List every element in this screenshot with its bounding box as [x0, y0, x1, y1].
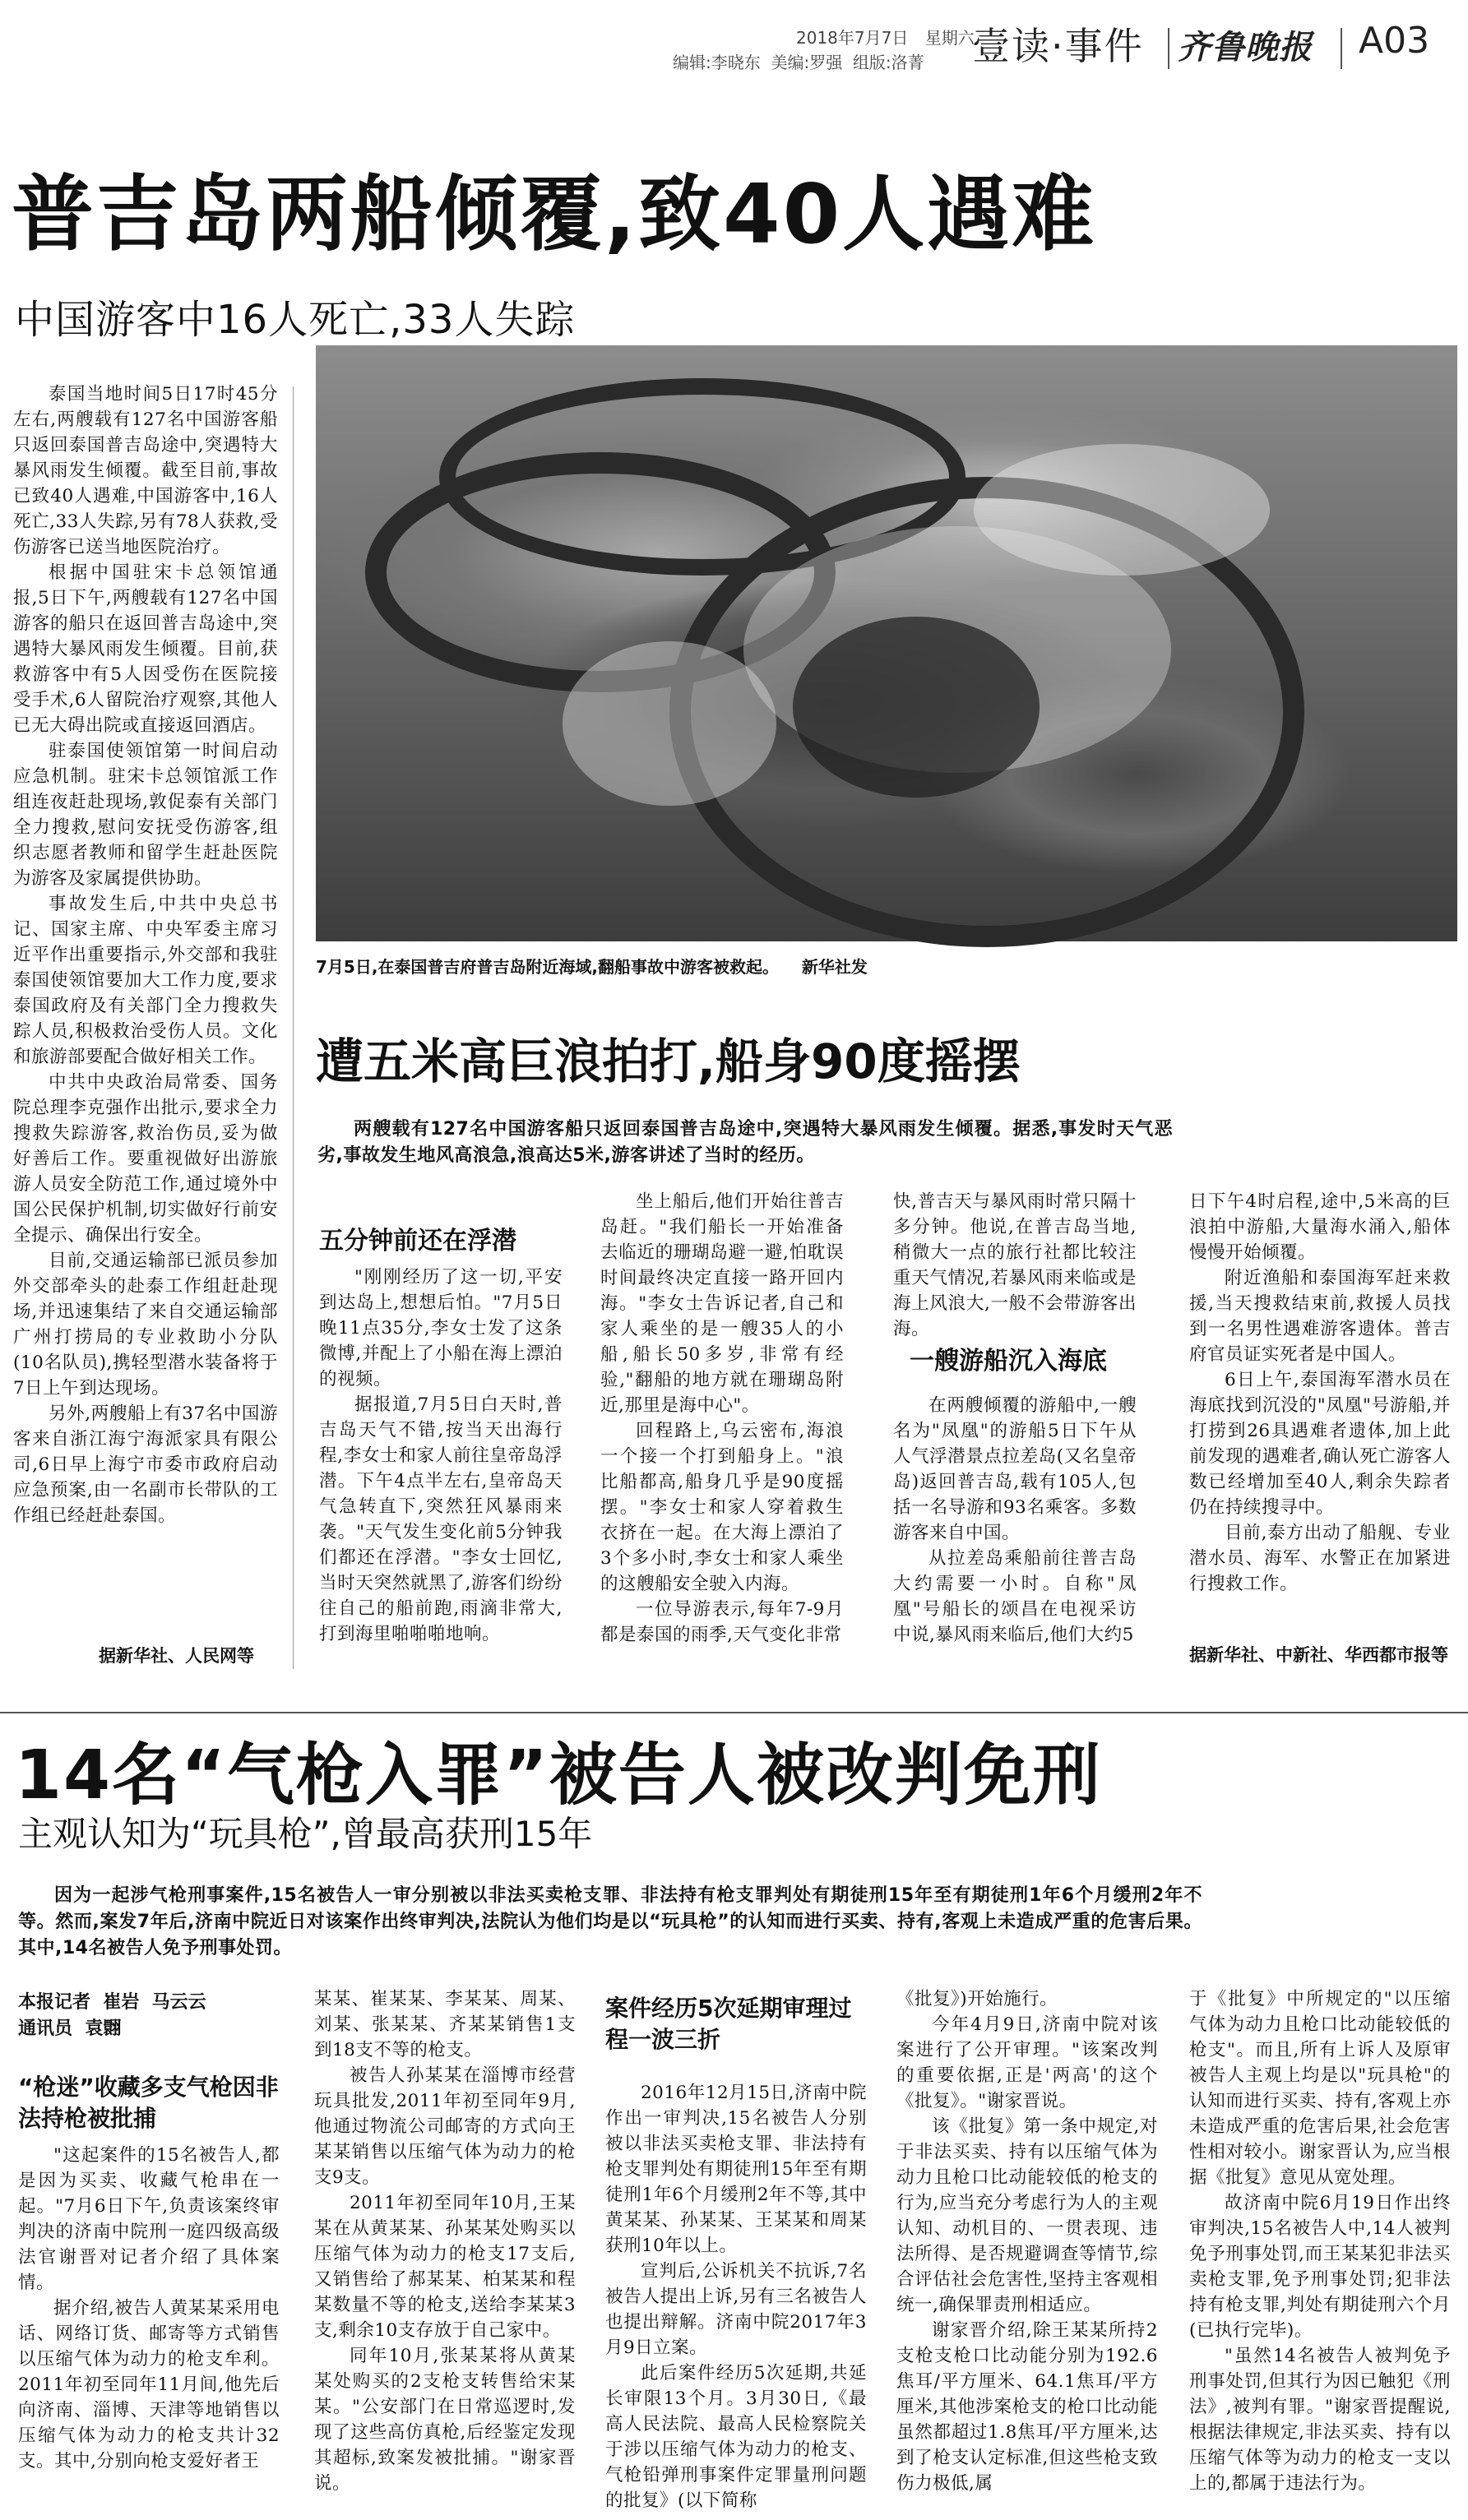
- headline: 14名“气枪入罪”被告人被改判免刑: [15, 1736, 1102, 1815]
- rescue-photo: [316, 345, 1457, 941]
- paragraph: "虽然14名被告人被判免予刑事处罚,但其行为因已触犯《刑法》,被判有罪。"谢家晋提醒说,根据法律规定,非法买卖、持有以压缩气体等为动力的枪支一支以上的,都属于违法行为。: [1189, 2346, 1451, 2494]
- column-5: [1189, 1986, 1451, 2513]
- subheadline: 中国游客中16人死亡,33人失踪: [15, 297, 576, 343]
- byline: 通讯员 袁翾: [18, 2018, 122, 2039]
- paragraph: 目前,泰方出动了船舰、专业潜水员、海军、水警正在加紧进行搜救工作。: [1189, 1523, 1451, 1594]
- paragraph: 附近渔船和泰国海军赶来救援,当天搜救结束前,救援人员找到一名男性遇难游客遗体。普吉府官员证实死者是中国人。: [1189, 1268, 1451, 1365]
- paragraph: 某某、崔某某、李某某、周某、刘某、张某某、齐某某销售1支到18支不等的枪支。: [314, 1989, 576, 2060]
- paragraph: 《批复》)开始施行。: [896, 1989, 1058, 2009]
- column-4: [896, 1986, 1158, 2513]
- section-label: 壹读·事件: [972, 24, 1144, 68]
- masthead-date: [796, 25, 975, 49]
- editors-line: 编辑:李晓东 美编:罗强 组版:洛菁: [673, 53, 924, 72]
- left-column: [13, 381, 278, 1631]
- paragraph: 泰国当地时间5日17时45分左右,两艘载有127名中国游客船只返回泰国普吉岛途中,突遇特大暴风雨发生倾覆。截至目前,事故已致40人遇难,中国游客中,16人死亡,33人失踪,另有78人获救,受伤游客已送当地医院治疗。: [13, 384, 278, 557]
- paragraph: 快,普吉天与暴风雨时常只隔十多分钟。他说,在普吉岛当地,稍微大一点的旅行社都比较注重天气情况,若暴风雨来临或是海上风浪大,一般不会带游客出海。: [893, 1191, 1137, 1339]
- subheading: 案件经历5次延期审理过程一波三折: [605, 1995, 852, 2053]
- paragraph: 宣判后,公诉机关不抗诉,7名被告人提出上诉,另有三名被告人也提出辩解。济南中院2017年3月9日立案。: [605, 2261, 867, 2358]
- source-line: 据新华社、人民网等: [99, 1646, 254, 1666]
- paragraph: 今年4月9日,济南中院对该案进行了公开审理。"该案改判的重要依据,正是'两高'的这个《批复》。"谢家晋说。: [896, 2014, 1158, 2111]
- subheading: “枪迷”收藏多支气枪因非法持枪被批捕: [18, 2074, 279, 2132]
- page-number: A03: [1359, 20, 1430, 62]
- photo-caption: 7月5日,在泰国普吉府普吉岛附近海域,翻船事故中游客被救起。 新华社发: [316, 957, 868, 977]
- column-3: [600, 1189, 844, 1692]
- paragraph: "刚刚经历了这一切,平安到达岛上,想想后怕。"7月5日晚11点35分,李女士发了这条微博,并配上了小船在海上漂泊的视频。: [319, 1267, 563, 1389]
- column-1: [18, 2143, 280, 2514]
- paragraph: 据介绍,被告人黄某某采用电话、网络订货、邮寄等方式销售以压缩气体为动力的枪支牟利。2011年初至同年11月间,他先后向济南、淄博、天津等地销售以压缩气体为动力的枪支共计32支。其中,分别向枪支爱好者王: [18, 2298, 280, 2471]
- paragraph: 2016年12月15日,济南中院作出一审判决,15名被告人分别被以非法买卖枪支罪、非法持有枪支罪判处有期徒刑15年至有期徒刑1年6个月缓刑2年不等,其中黄某某、孙某某、王某某和周某获刑10年以上。: [605, 2083, 867, 2256]
- divider: [1341, 28, 1342, 69]
- paragraph: 于《批复》中所规定的"以压缩气体为动力且枪口比动能较低的枪支"。而且,所有上诉人及原审被告人主观上均是以"玩具枪"的认知而进行买卖、持有,客观上亦未造成严重的危害后果,社会危害性相对较小。谢家晋认为,应当根据《批复》意见从宽处理。: [1189, 1989, 1451, 2188]
- byline: 本报记者 崔岩 马云云: [18, 1992, 206, 2013]
- paragraph: 驻泰国使领馆第一时间启动应急机制。驻宋卡总领馆派工作组连夜赶赴现场,敦促泰有关部门全力搜救,慰问安抚受伤游客,组织志愿者教师和留学生赶赴医院为游客及家属提供协助。: [13, 741, 278, 889]
- subheading: 一艘游船沉入海底: [910, 1347, 1107, 1376]
- paragraph: 被告人孙某某在淄博市经营玩具批发,2011年初至同年9月,他通过物流公司邮寄的方式向王某某销售以压缩气体为动力的枪支9支。: [314, 2065, 576, 2188]
- paragraph: 同年10月,张某某将从黄某某处购买的2支枪支转售给宋某某。"公安部门在日常巡逻时,发现了这些高仿真枪,后经鉴定发现其超标,致案发被批捕。"谢家晋说。: [314, 2346, 576, 2494]
- column-3: [605, 2080, 867, 2513]
- paragraph: 中共中央政治局常委、国务院总理李克强作出批示,要求全力搜救失踪游客,救治伤员,妥为做好善后工作。要重视做好出游旅游人员安全防范工作,通过境外中国公民保护机制,切实做好行前安全提示、确保出行安全。: [13, 1072, 278, 1246]
- brand-logo: 齐鲁晚报: [1178, 28, 1313, 67]
- section-divider: [0, 1712, 1468, 1713]
- date: 2018年7月7日: [796, 28, 909, 48]
- paragraph: 2011年初至同年10月,王某某在从黄某某、孙某某处购买以压缩气体为动力的枪支17支后,又销售给了郝某某、柏某某和程某数量不等的枪支,送给李某某3支,剩余10支存放于自己家中。: [314, 2193, 576, 2341]
- divider: [1168, 28, 1169, 69]
- paragraph: 事故发生后,中共中央总书记、国家主席、中央军委主席习近平作出重要指示,外交部和我驻泰国使领馆要加大工作力度,要求泰国政府及有关部门全力搜救失踪人员,积极救治受伤人员。文化和旅游部要配合做好相关工作。: [13, 894, 278, 1067]
- boat-interior: [793, 617, 1040, 798]
- weekday: 星期六: [924, 28, 975, 48]
- subheadline: 主观认知为“玩具枪”,曾最高获刑15年: [18, 1814, 593, 1854]
- paragraph: "这起案件的15名被告人,都是因为买卖、收藏气枪串在一起。"7月6日下午,负责该案终审判决的济南中院刑一庭四级高级法官谢晋对记者介绍了具体案情。: [18, 2145, 280, 2293]
- column-2: [314, 1986, 576, 2513]
- life-vest-group: [974, 444, 1270, 576]
- source-line: 据新华社、中新社、华西都市报等: [1189, 1645, 1448, 1665]
- paragraph: 日下午4时启程,途中,5米高的巨浪拍中游船,大量海水涌入,船体慢慢开始倾覆。: [1189, 1191, 1451, 1263]
- intro: 两艘载有127名中国游客船只返回泰国普吉岛途中,突遇特大暴风雨发生倾覆。据悉,事发时天气恶劣,事故发生地风高浪急,浪高达5米,游客讲述了当时的经历。: [317, 1119, 1173, 1166]
- paragraph: 目前,交通运输部已派员参加外交部牵头的赴泰工作组赶赴现场,并迅速集结了来自交通运输部广州打捞局的专业救助小分队(10名队员),携轻型潜水装备将于7日上午到达现场。: [13, 1251, 278, 1399]
- subheading: 五分钟前还在浮潜: [319, 1227, 516, 1255]
- paragraph: 回程路上,乌云密布,海浪一个接一个打到船身上。"浪比船都高,船身几乎是90度摇摆。"李女士和家人穿着救生衣挤在一起。在大海上漂泊了3个多小时,李女士和家人乘坐的这艘船安全驶入内海。: [600, 1421, 844, 1594]
- headline: 普吉岛两船倾覆,致40人遇难: [12, 166, 1097, 262]
- paragraph: 故济南中院6月19日作出终审判决,15名被告人中,14人被判免予刑事处罚,而王某某犯非法买卖枪支罪,免予刑事处罚;犯非法持有枪支罪,判处有期徒刑六个月(已执行完毕)。: [1189, 2193, 1451, 2341]
- paragraph: 此后案件经历5次延期,共延长审限13个月。3月30日,《最高人民法院、最高人民检察院关于涉以压缩气体为动力的枪支、气枪铅弹刑事案件定罪量刑问题的批复》(以下简称: [605, 2363, 867, 2511]
- paragraph: 另外,两艘船上有37名中国游客来自浙江海宁海派家具有限公司,6日早上海宁市委市政府启动应急预案,由一名副市长带队的工作组已经赶赴泰国。: [13, 1403, 278, 1526]
- intro: 因为一起涉气枪刑事案件,15名被告人一审分别被以非法买卖枪支罪、非法持有枪支罪判处有期徒刑15年至有期徒刑1年6个月缓刑2年不等。然而,案发7年后,济南中院近日对该案作出终审判决,法院认为他们均是以“玩具枪”的认知而进行买卖、持有,客观上未造成严重的危害后果。其中,14名被告人免予刑事处罚。: [18, 1885, 1202, 1958]
- paragraph: 在两艘倾覆的游船中,一艘名为"凤凰"的游船5日下午从人气浮潜景点拉差岛(又名皇帝岛)返回普吉岛,载有105人,包括一名导游和93名乘客。多数游客来自中国。: [893, 1395, 1137, 1543]
- paragraph: 6日上午,泰国海军潜水员在海底找到沉没的"凤凰"号游船,并打捞到26具遇难者遗体,加上此前发现的遇难者,确认死亡游客人数已经增加至40人,剩余失踪者仍在持续搜寻中。: [1189, 1370, 1451, 1518]
- paragraph: 谢家晋介绍,除王某某所持2支枪支枪口比动能分别为192.6焦耳/平方厘米、64.1焦耳/平方厘米,其他涉案枪支的枪口比动能虽然都超过1.8焦耳/平方厘米,达到了枪支认定标准,但这些枪支致伤力极低,属: [896, 2320, 1158, 2494]
- paragraph: 根据中国驻宋卡总领馆通报,5日下午,两艘载有127名中国游客的船只在返回普吉岛途中,突遇特大暴风雨发生倾覆。目前,获救游客中有5人因受伤在医院接受手术,6人留院治疗观察,其他人已无大碍出院或直接返回酒店。: [13, 562, 278, 736]
- paragraph: 据报道,7月5日白天时,普吉岛天气不错,按当天出海行程,李女士和家人前往皇帝岛浮潜。下午4点半左右,皇帝岛天气急转直下,突然狂风暴雨来袭。"天气发生变化前5分钟我们都还在浮潜。"李女士回忆,当时天突然就黑了,游客们纷纷往自己的船前跑,雨滴非常大,打到海里啪啪啪地响。: [319, 1394, 563, 1644]
- section-heading: 遭五米高巨浪拍打,船身90度摇摆: [316, 1033, 1021, 1089]
- column-5: [1189, 1189, 1451, 1641]
- column-4-bottom: [893, 1393, 1137, 1692]
- paragraph: 一位导游表示,每年7-9月都是泰国的雨季,天气变化非常: [600, 1599, 844, 1645]
- paragraph: 从拉差岛乘船前往普吉岛大约需要一小时。自称"凤凰"号船长的颂昌在电视采访中说,暴风雨来临后,他们大约5: [893, 1548, 1137, 1645]
- paragraph: 坐上船后,他们开始往普吉岛赶。"我们船长一开始准备去临近的珊瑚岛避一避,怕耽误时间最终决定直接一路开回内海。"李女士告诉记者,自己和家人乘坐的是一艘35人的小船,船长50多岁,非常有经验,"翻船的地方就在珊瑚岛附近,那里是海中心"。: [600, 1191, 844, 1416]
- column-2: [319, 1265, 563, 1692]
- column-divider: [293, 386, 294, 1669]
- column-4-top: [893, 1189, 1137, 1339]
- life-vest-group: [563, 641, 776, 806]
- paragraph: 该《批复》第一条中规定,对于非法买卖、持有以压缩气体为动力且枪口比动能较低的枪支的行为,应当充分考虑行为人的主观认知、动机目的、一贯表现、违法所得、是否规避调查等情节,综合评估社会危害性,坚持主客观相统一,确保罪责刑相适应。: [896, 2116, 1158, 2315]
